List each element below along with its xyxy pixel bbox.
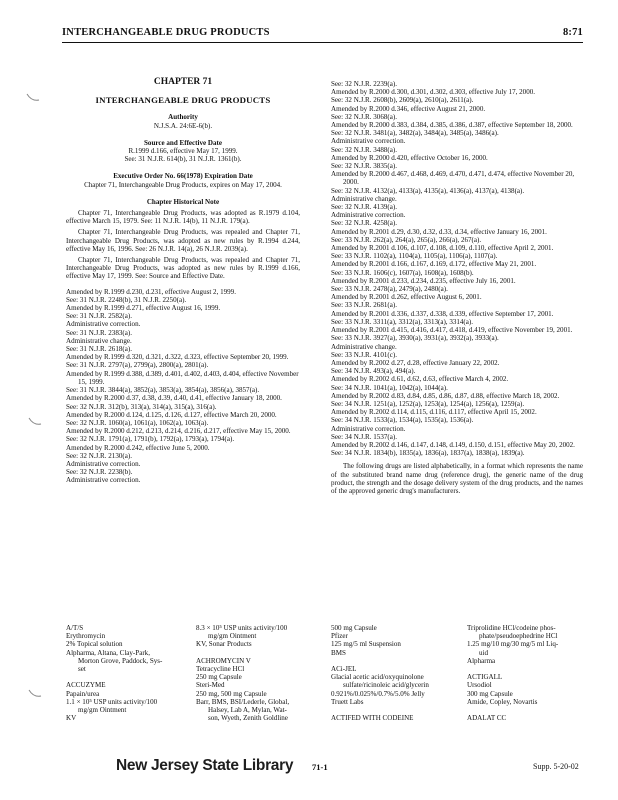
drug-table-line: 8.3 × 10⁵ USP units activity/100 [196, 624, 288, 632]
margin-mark-icon [28, 416, 42, 428]
amendment-entry: Amended by R.2001 d.336, d.337, d.338, d.339, effective September 17, 2001. [331, 309, 554, 318]
drug-table-line [66, 673, 186, 681]
margin-mark-icon [26, 92, 40, 104]
amendment-entry: See: 32 N.J.R. 2130(a). [66, 451, 132, 460]
exec-order-text: Chapter 71, Interchangeable Drug Products, expires on May 17, 2004. [84, 180, 282, 189]
drug-table-line: uid [479, 648, 489, 657]
history-paragraph: Chapter 71, Interchangeable Drug Products, was repealed and Chapter 71, Interchangeable Drug Products, was adopted as new rules by R.1999 d.166, effective May 17, 1999. See: Source and Effective Date. [66, 256, 300, 281]
amendment-entry: Amended by R.2002 d.146, d.147, d.148, d.149, d.150, d.151, effective May 20, 2002. [331, 440, 575, 449]
amendment-entry: See: 32 N.J.R. 3835(a). [331, 162, 397, 171]
amendment-entry: See: 32 N.J.R. 4139(a). [331, 203, 397, 212]
amendment-entry: See: 34 N.J.R. 1533(a), 1534(a), 1535(a), 1536(a). [331, 416, 474, 425]
amendment-entry: See: 34 N.J.R. 1834(b), 1835(a), 1836(a), 1837(a), 1838(a), 1839(a). [331, 449, 525, 458]
amendment-entry: See: 31 N.J.R. 3844(a), 3852(a), 3853(a), 3854(a), 3856(a), 3857(a). [66, 386, 260, 395]
drug-table-line: 1.25 mg/10 mg/30 mg/5 ml Liq- [467, 640, 559, 649]
amendment-entry: See: 32 N.J.R. 1060(a), 1061(a), 1062(a), 1063(a). [66, 418, 209, 427]
amendment-entry: See: 32 N.J.R. 2239(a). [331, 80, 397, 88]
drug-table-line [467, 706, 587, 714]
drug-table-line: ACTIFED WITH CODEINE [331, 714, 414, 723]
amendment-entry: Amended by R.2001 d.233, d.234, d.235, effective July 16, 2001. [331, 276, 516, 285]
chapter-title: INTERCHANGEABLE DRUG PRODUCTS [95, 95, 271, 106]
drug-table-line: Ursodiol [467, 681, 492, 690]
amendment-entry: Amended by R.2000 d.300, d.301, d.302, d.303, effective July 17, 2000. [331, 88, 536, 97]
drug-table-line: Alpharma, Altana, Clay-Park, [66, 648, 150, 657]
drug-table-line: set [78, 665, 86, 674]
amendment-entry: See: 31 N.J.R. 2797(a), 2799(a), 2800(a), 2801(a). [66, 361, 209, 370]
library-stamp: New Jersey State Library [116, 757, 294, 774]
page-footer [0, 757, 618, 777]
amendment-entry: Amended by R.2000 d.37, d.38, d.39, d.40, d.41, effective January 18, 2000. [66, 394, 282, 403]
amendment-entry: Administrative correction. [331, 211, 406, 220]
amendment-entry: See: 34 N.J.R. 1537(a). [331, 432, 397, 441]
amendment-entry: See: 31 N.J.R. 2618(a). [66, 345, 132, 354]
drug-table-line [467, 665, 587, 673]
drug-table-line: Halsey, Lab A, Mylan, Wat- [208, 706, 287, 715]
amendment-entry: See: 33 N.J.R. 2681(a). [331, 301, 397, 310]
amendment-entry: Amended by R.2000 d.242, effective June 5, 2000. [66, 443, 210, 452]
drug-table-line: mg/gm Ointment [208, 632, 257, 641]
amendment-entry: See: 33 N.J.R. 262(a), 264(a), 265(a), 266(a), 267(a). [331, 235, 482, 244]
amendment-entry: Amended by R.2002 d.114, d.115, d.116, d.117, effective April 15, 2002. [331, 408, 537, 417]
history-heading: Chapter Historical Note [146, 197, 220, 206]
drug-table-column [467, 624, 587, 722]
drug-table-line: Pfizer [331, 632, 348, 641]
amendment-entry: See: 33 N.J.R. 2478(a), 2479(a), 2480(a). [331, 285, 448, 294]
drug-table-line: Amide, Copley, Novartis [467, 697, 538, 706]
amendment-entry: See: 32 N.J.R. 2238(b). [66, 468, 133, 477]
supplement-date: Supp. 5-20-02 [533, 762, 579, 771]
amendment-entry: See: 34 N.J.R. 1251(a), 1252(a), 1253(a), 1254(a), 1256(a), 1259(a). [331, 399, 525, 408]
running-header [62, 27, 583, 41]
amendment-list [66, 288, 300, 485]
drug-table-line [331, 657, 459, 665]
drug-table-line: ACCUZYME [66, 681, 106, 690]
amendment-entry: Amended by R.1999 d.320, d.321, d.322, d.323, effective September 20, 1999. [66, 353, 289, 362]
amendment-entry: Administrative correction. [66, 476, 141, 485]
exec-order-heading: Executive Order No. 66(1978) Expiration Date [113, 172, 253, 181]
amendment-entry: See: 32 N.J.R. 1791(a), 1791(b), 1792(a), 1793(a), 1794(a). [66, 435, 235, 444]
drug-table-line: Morton Grove, Paddock, Sys- [78, 656, 163, 665]
drug-table-line: 0.921%/0.025%/0.7%/5.0% Jelly [331, 689, 425, 698]
drug-table-line: Steri-Med [196, 681, 225, 690]
amendment-entry: See: 31 N.J.R. 2383(a). [66, 328, 132, 337]
drug-table-line: 125 mg/5 ml Suspension [331, 640, 401, 649]
amendment-entry: See: 33 N.J.R. 3927(a), 3930(a), 3931(a), 3932(a), 3933(a). [331, 334, 499, 343]
drug-table-line: ACTIGALL [467, 673, 503, 682]
authority-heading: Authority [168, 113, 198, 122]
source-line: R.1999 d.166, effective May 17, 1999. [128, 147, 238, 156]
drug-table-line [196, 649, 321, 657]
amendment-entry: See: 32 N.J.R. 3488(a). [331, 145, 397, 154]
amendment-entry: Amended by R.2002 d.27, d.28, effective January 22, 2002. [331, 358, 500, 367]
source-heading: Source and Effective Date [144, 138, 222, 147]
intro-paragraph: The following drugs are listed alphabetically, in a format which represents the name of the substituted brand name drug (reference drug), the generic name of the drug product, the strength and the dosage delivery system of the drug products, and the names of the approved generic drug's manufacturers. [331, 462, 583, 495]
amendment-entry: Amended by R.2000 d.124, d.125, d.126, d.127, effective March 20, 2000. [66, 410, 277, 419]
header-page-ref: 8:71 [562, 27, 583, 38]
amendment-entry: Amended by R.2000 d.212, d.213, d.214, d.216, d.217, effective May 15, 2000. [66, 427, 291, 436]
header-rule [62, 42, 583, 43]
amendment-entry: See: 32 N.J.R. 312(b), 313(a), 314(a), 315(a), 316(a). [66, 402, 217, 411]
history-paragraph: Chapter 71, Interchangeable Drug Products, was adopted as R.1979 d.104, effective March 15, 1979. See: 11 N.J.R. 14(b), 11 N.J.R. 179(a). [66, 209, 300, 226]
drug-table-line: 2% Topical solution [66, 640, 123, 649]
drug-table-line: ADALAT CC [467, 714, 507, 723]
left-column [66, 78, 300, 485]
right-column [331, 80, 583, 495]
drug-table-line: 500 mg Capsule [331, 624, 377, 632]
drug-table-line: Barr, BMS, BSI/Lederle, Global, [196, 697, 290, 706]
margin-mark-icon [28, 688, 42, 700]
amendment-entry: Amended by R.2001 d.262, effective August 6, 2001. [331, 293, 482, 302]
amendment-entry: Amended by R.1999 d.230, d.231, effective August 2, 1999. [66, 287, 236, 296]
amendment-entry: See: 33 N.J.R. 1102(a), 1104(a), 1105(a), 1106(a), 1107(a). [331, 252, 498, 261]
drug-table-column [196, 624, 321, 722]
amendment-entry: Administrative correction. [66, 320, 141, 329]
amendment-entry: Amended by R.2000 d.346, effective August 21, 2000. [331, 104, 486, 113]
amendment-entry: Amended by R.2001 d.29, d.30, d.32, d.33, d.34, effective January 16, 2001. [331, 227, 547, 236]
amendment-entry: Amended by R.2000 d.467, d.468, d.469, d.470, d.471, d.474, effective November 20, 2000. [331, 170, 575, 187]
drug-table-line: ACi-JEL [331, 665, 357, 674]
amendment-entry: Administrative change. [331, 194, 397, 203]
amendment-entry: Administrative correction. [331, 137, 406, 146]
amendment-entry: See: 32 N.J.R. 4258(a). [331, 219, 397, 228]
amendment-entry: Administrative change. [66, 336, 132, 345]
amendment-entry: Amended by R.2001 d.166, d.167, d.169, d.172, effective May 21, 2001. [331, 260, 537, 269]
amendment-list [331, 80, 583, 457]
drug-table-line: A/T/S [66, 624, 84, 632]
amendment-entry: See: 32 N.J.R. 3068(a). [331, 112, 397, 121]
drug-table-line: Papain/urea [66, 689, 100, 698]
drug-table-line: mg/gm Ointment [78, 706, 127, 715]
drug-table-line: BMS [331, 648, 346, 657]
drug-table-column [66, 624, 186, 722]
amendment-entry: Amended by R.2002 d.83, d.84, d.85, d.86, d.87, d.88, effective March 18, 2002. [331, 391, 560, 400]
amendment-entry: See: 34 N.J.R. 1041(a), 1042(a), 1044(a). [331, 383, 448, 392]
history-paragraph: Chapter 71, Interchangeable Drug Products, was repealed and Chapter 71, Interchangeable Drug Products, was adopted as new rules by R.1994 d.244, effective May 16, 1996. See: 26 N.J.R. 14(a), 26 N.J.R. 2039(a). [66, 228, 300, 253]
amendment-entry: See: 33 N.J.R. 4101(c). [331, 350, 397, 359]
drug-table-line: phate/pseudoephedrine HCl [479, 632, 558, 641]
amendment-entry: Amended by R.1999 d.388, d.389, d.401, d.402, d.403, d.404, effective November 15, 1999. [66, 369, 299, 386]
amendment-entry: Amended by R.2000 d.383, d.384, d.385, d.386, d.387, effective September 18, 2000. [331, 121, 573, 130]
authority-text: N.J.S.A. 24:6E-6(b). [153, 121, 213, 130]
amendment-entry: See: 34 N.J.R. 493(a), 494(a). [331, 367, 416, 376]
amendment-entry: Amended by R.2002 d.61, d.62, d.63, effective March 4, 2002. [331, 375, 509, 384]
drug-table-line: Tetracycline HCl [196, 665, 245, 674]
drug-table-line: Triprolidine HCl/codeine phos- [467, 624, 556, 632]
amendment-entry: See: 33 N.J.R. 3311(a), 3312(a), 3313(a), 3314(a). [331, 317, 474, 326]
drug-table-line: 250 mg Capsule [196, 673, 242, 682]
amendment-entry: See: 33 N.J.R. 1606(c), 1607(a), 1608(a), 1608(b). [331, 268, 474, 277]
amendment-entry: See: 32 N.J.R. 3481(a), 3482(a), 3484(a), 3485(a), 3486(a). [331, 129, 499, 138]
drug-table-line: sulfate/ricinoleic acid/glycerin [343, 681, 429, 690]
page-number: 71-1 [312, 762, 328, 772]
drug-table-line: son, Wyeth, Zenith Goldline [208, 714, 288, 723]
amendment-entry: Administrative correction. [331, 424, 406, 433]
amendment-entry: Amended by R.1999 d.271, effective August 16, 1999. [66, 304, 221, 313]
drug-table-line: Truett Labs [331, 697, 364, 706]
amendment-entry: See: 31 N.J.R. 2582(a). [66, 312, 132, 321]
drug-table-line: Erythromycin [66, 632, 106, 641]
chapter-number: CHAPTER 71 [153, 77, 213, 87]
header-title: INTERCHANGEABLE DRUG PRODUCTS [62, 27, 270, 38]
drug-table-line: Alpharma [467, 656, 496, 665]
amendment-entry: See: 31 N.J.R. 2248(b), 31 N.J.R. 2250(a). [66, 295, 187, 304]
amendment-entry: Amended by R.2001 d.106, d.107, d.108, d.109, d.110, effective April 2, 2001. [331, 244, 554, 253]
drug-table-column [331, 624, 459, 722]
amendment-entry: See: 32 N.J.R. 2608(b), 2609(a), 2610(a), 2611(a). [331, 96, 474, 105]
amendment-entry: Administrative change. [331, 342, 397, 351]
drug-table-line: KV [66, 714, 77, 723]
drug-table-line: 250 mg, 500 mg Capsule [196, 689, 267, 698]
drug-table-line: KV, Sonar Products [196, 640, 252, 649]
amendment-entry: Amended by R.2001 d.415, d.416, d.417, d.418, d.419, effective November 19, 2001. [331, 326, 573, 335]
source-line: See: 31 N.J.R. 614(b), 31 N.J.R. 1361(b). [124, 155, 242, 164]
drug-table-line [331, 706, 459, 714]
drug-table-line: 1.1 × 10⁵ USP units activity/100 [66, 697, 158, 706]
drug-table-line: Glacial acetic acid/oxyquinolone [331, 673, 424, 682]
amendment-entry: Administrative correction. [66, 459, 141, 468]
drug-table-line: ACHROMYCIN V [196, 656, 251, 665]
amendment-entry: See: 32 N.J.R. 4132(a), 4133(a), 4135(a), 4136(a), 4137(a), 4138(a). [331, 186, 525, 195]
drug-table-line: 300 mg Capsule [467, 689, 513, 698]
amendment-entry: Amended by R.2000 d.420, effective October 16, 2000. [331, 153, 488, 162]
